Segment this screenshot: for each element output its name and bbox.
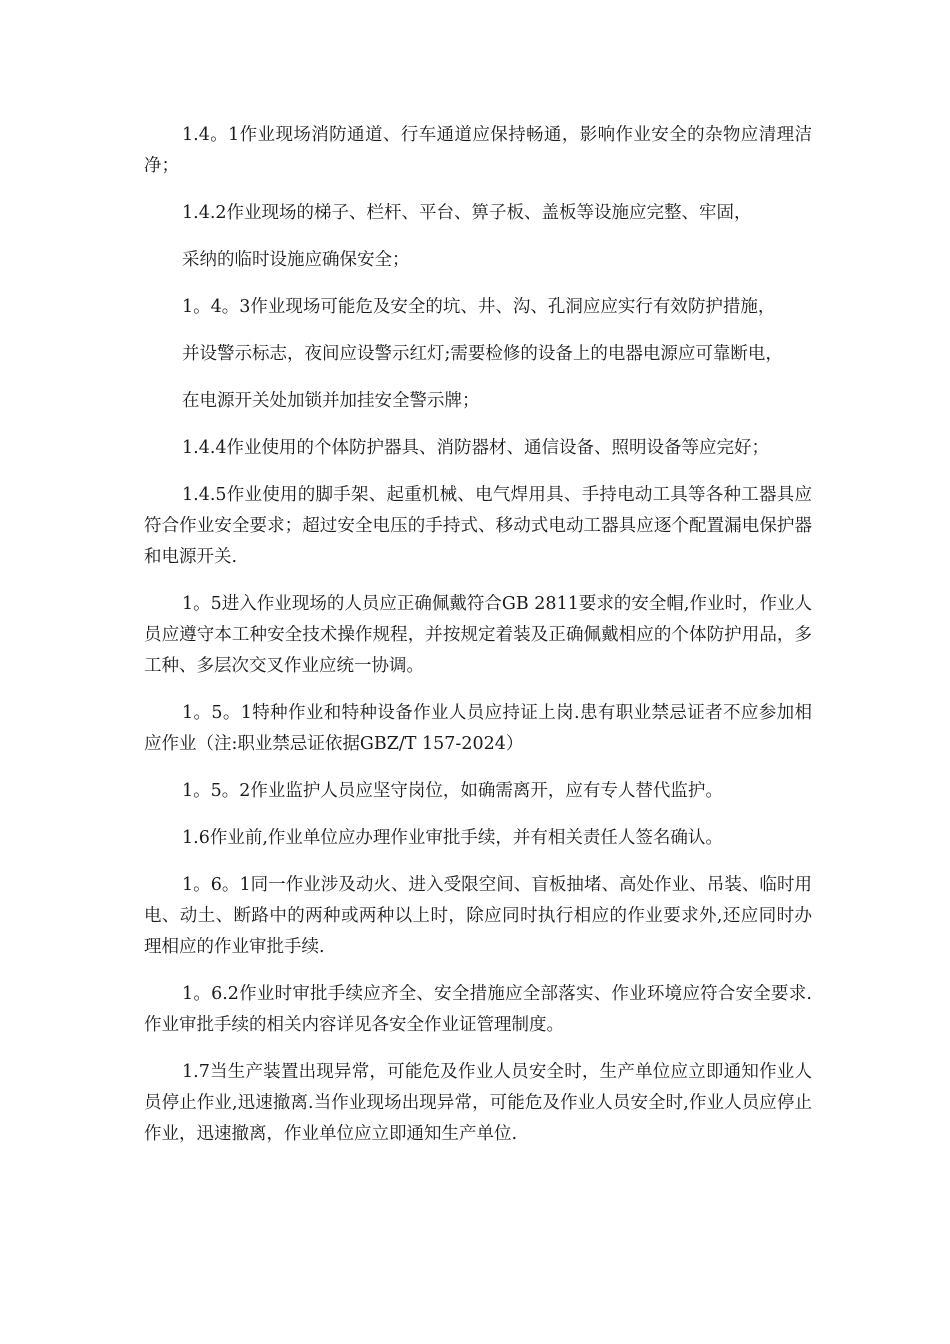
paragraph-1-5-2: 1。5。2作业监护人员应坚守岗位，如确需离开，应有专人替代监护。 [182, 781, 723, 801]
paragraph-1-7: 1.7当生产装置出现异常，可能危及作业人员安全时，生产单位应立即通知作业人员停止作业,迅速撤离.当作业现场出现异常，可能危及作业人员安全时,作业人员应停止作业，迅速撤离，作业单位应立即通知生产单位. [144, 1062, 812, 1144]
paragraph-1-6: 1.6作业前,作业单位应办理作业审批手续，并有相关责任人签名确认。 [182, 828, 723, 848]
paragraph-1-4-3-cont2: 在电源开关处加锁并加挂安全警示牌； [182, 391, 480, 411]
document-body [144, 120, 812, 1166]
paragraph-1-5-1: 1。5。1特种作业和特种设备作业人员应持证上岗.患有职业禁忌证者不应参加相应作业（注:职业禁忌证依据GBZ/T 157-2024） [144, 703, 812, 754]
paragraph-1-4-1: 1.4。1作业现场消防通道、行车通道应保持畅通，影响作业安全的杂物应清理洁净； [144, 125, 812, 176]
paragraph-1-4-5: 1.4.5作业使用的脚手架、起重机械、电气焊用具、手持电动工具等各种工器具应符合作业安全要求；超过安全电压的手持式、移动式电动工器具应逐个配置漏电保护器和电源开关. [144, 485, 812, 567]
paragraph-1-4-4: 1.4.4作业使用的个体防护器具、消防器材、通信设备、照明设备等应完好； [182, 438, 770, 458]
paragraph-1-4-3: 1。4。3作业现场可能危及安全的坑、井、沟、孔洞应应实行有效防护措施， [182, 297, 776, 317]
paragraph-1-5: 1。5进入作业现场的人员应正确佩戴符合GB 2811要求的安全帽,作业时，作业人员应遵守本工种安全技术操作规程，并按规定着装及正确佩戴相应的个体防护用品，多工种、多层次交叉作业应统一协调。 [144, 594, 812, 676]
paragraph-1-4-2: 1.4.2作业现场的梯子、栏杆、平台、箅子板、盖板等设施应完整、牢固， [182, 203, 752, 223]
paragraph-1-4-3-cont: 并设警示标志，夜间应设警示红灯;需要检修的设备上的电器电源应可靠断电， [182, 344, 783, 364]
paragraph-1-4-2-cont: 采纳的临时设施应确保安全； [182, 250, 410, 270]
paragraph-1-6-1: 1。6。1同一作业涉及动火、进入受限空间、盲板抽堵、高处作业、吊装、临时用电、动土、断路中的两种或两种以上时，除应同时执行相应的作业要求外,还应同时办理相应的作业审批手续. [144, 875, 812, 957]
paragraph-1-6-2: 1。6.2作业时审批手续应齐全、安全措施应全部落实、作业环境应符合安全要求.作业审批手续的相关内容详见各安全作业证管理制度。 [144, 984, 812, 1035]
